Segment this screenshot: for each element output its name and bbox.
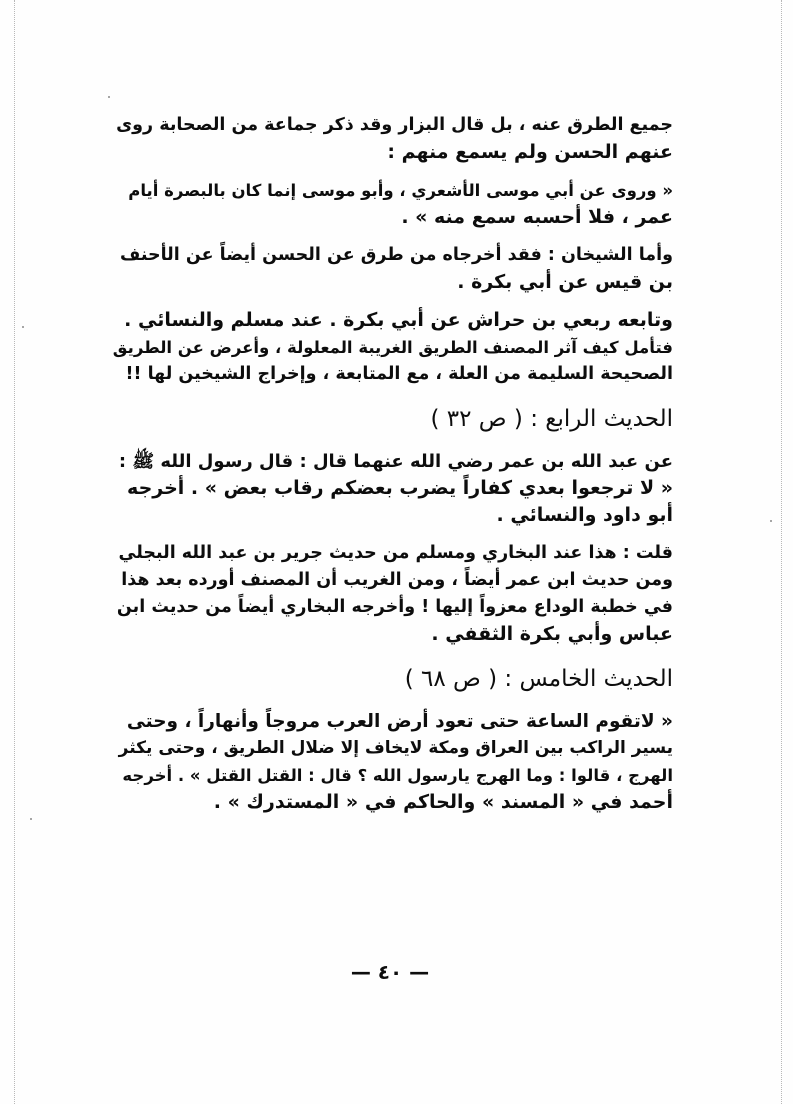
- page-text: [113, 112, 673, 816]
- scan-speck: [108, 96, 110, 98]
- section-heading-hadith-4: الحديث الرابع : ( ص ٣٢ ): [430, 406, 673, 432]
- right-margin-scan-line: [781, 0, 782, 1104]
- text-line: عنهم الحسن ولم يسمع منهم :: [387, 141, 673, 163]
- text-line: فتأمل كيف آثر المصنف الطريق الغريبة المعلولة ، وأعرض عن الطريق: [112, 338, 673, 357]
- text-line: أحمد في « المسند » والحاكم في « المستدرك » .: [213, 791, 673, 813]
- text-line: « لا ترجعوا بعدي كفاراً يضرب بعضكم رقاب بعض » . أخرجه: [127, 477, 673, 499]
- text-line: وتابعه ربعي بن حراش عن أبي بكرة . عند مسلم والنسائي .: [124, 309, 673, 331]
- text-line: « لاتقوم الساعة حتى تعود أرض العرب مروجاً وأنهاراً ، وحتى: [126, 711, 673, 732]
- text-line: الصحيحة السليمة من العلة ، مع المتابعة ، وإخراج الشيخين لها !!: [125, 364, 673, 384]
- scan-speck: [22, 326, 24, 328]
- text-line: جميع الطرق عنه ، بل قال البزار وقد ذكر جماعة من الصحابة روى: [116, 115, 673, 135]
- left-margin-scan-line: [14, 0, 15, 1104]
- text-line: عباس وأبي بكرة الثقفي .: [431, 623, 673, 645]
- scan-speck: [30, 818, 32, 820]
- paragraph: [113, 307, 673, 388]
- text-line: قلت : هذا عند البخاري ومسلم من حديث جرير بن عبد الله البجلي: [118, 543, 673, 563]
- text-line: الهرج ، قالوا : وما الهرج يارسول الله ؟ قال : القتل القتل » . أخرجه: [122, 766, 673, 785]
- text-line: عمر ، فلا أحسبه سمع منه » .: [401, 206, 673, 228]
- text-line: وأما الشيخان : فقد أخرجاه من طرق عن الحسن أيضاً عن الأحنف: [120, 245, 673, 265]
- paragraph: [113, 448, 673, 529]
- text-line: يسير الراكب بين العراق ومكة لايخاف إلا ضلال الطريق ، وحتى يكثر: [118, 738, 673, 758]
- text-line: ومن حديث ابن عمر أيضاً ، ومن الغريب أن المصنف أورده بعد هذا: [121, 570, 673, 590]
- text-line: في خطبة الوداع معزواً إليها ! وأخرجه البخاري أيضاً من حديث ابن: [116, 597, 673, 617]
- paragraph: [113, 242, 673, 296]
- text-line: بن قيس عن أبي بكرة .: [457, 271, 673, 293]
- scan-speck: [770, 520, 772, 522]
- text-line: عن عبد الله بن عمر رضي الله عنهما قال : قال رسول الله ﷺ :: [118, 451, 673, 472]
- text-line: أبو داود والنسائي .: [496, 504, 673, 526]
- paragraph: [113, 112, 673, 166]
- section-heading-hadith-5: الحديث الخامس : ( ص ٦٨ ): [404, 666, 673, 692]
- text-line: « وروى عن أبي موسى الأشعري ، وأبو موسى إنما كان بالبصرة أيام: [128, 181, 673, 200]
- paragraph: [113, 708, 673, 816]
- paragraph: [113, 177, 673, 231]
- page-number: — ٤٠ —: [350, 960, 430, 984]
- paragraph: [113, 540, 673, 648]
